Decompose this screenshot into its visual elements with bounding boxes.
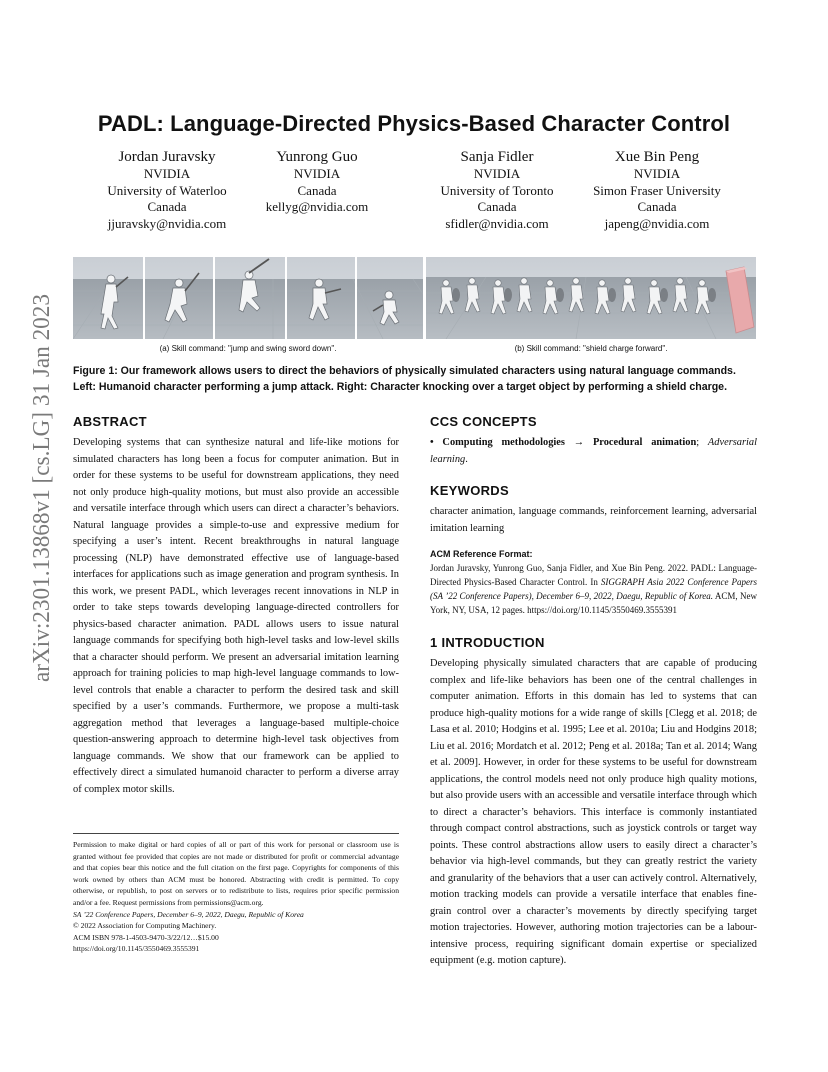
author-affiliation: NVIDIA <box>473 166 521 181</box>
author-affiliation: NVIDIA <box>293 166 341 181</box>
author-institution: Simon Fraser University <box>593 182 721 198</box>
author-name: Xue Bin Peng <box>614 149 700 165</box>
permission-notice: Permission to make digital or hard copies of all or part of this work for personal or classroom use is granted without fee provided that copies are not made or distributed for profit or commercial advantage and that copies bear this notice and the full citation on the first page. Copyrights for components of this work owned by others than ACM must be honored. Abstracting with credit is permitted. To copy otherwise, or republish, to post on servers or to redistribute to lists, requires prior specific permission and/or a fee. Request permissions from permissions@acm.org. <box>73 840 399 907</box>
author-affiliation: NVIDIA <box>143 166 191 181</box>
author-institution: University of Waterloo <box>107 182 227 198</box>
subcaption-a: (a) Skill command: "jump and swing sword down". <box>159 344 337 353</box>
acm-reference-part2: ACM, New York, NY, USA, 12 pages. https://doi.org/10.1145/3550469.3555391 <box>430 591 757 615</box>
author-name: Yunrong Guo <box>276 149 358 165</box>
ccs-bullet: • Computing methodologies → Procedural animation <box>430 437 697 448</box>
figure-caption: Figure 1: Our framework allows users to direct the behaviors of physically simulated characters using natural language commands. Left: Humanoid character performing a jump attack. Right: Character knocking over a target object by performing a shield charge. <box>73 365 736 393</box>
author-country: Canada <box>477 199 517 214</box>
copyright-line: © 2022 Association for Computing Machinery. <box>73 921 217 931</box>
abstract-heading: ABSTRACT <box>73 414 147 429</box>
author-affiliation: NVIDIA <box>633 166 681 181</box>
author-country: Canada <box>637 199 677 214</box>
keywords-heading: KEYWORDS <box>430 483 509 498</box>
author-email[interactable]: sfidler@nvidia.com <box>445 215 549 231</box>
author-name: Sanja Fidler <box>460 149 534 165</box>
right-column <box>430 414 757 970</box>
figure-panel-shield-charge <box>426 257 756 339</box>
conference-line: SA ’22 Conference Papers, December 6–9, 2022, Daegu, Republic of Korea <box>73 909 304 919</box>
author-country: Canada <box>147 199 187 214</box>
author-name: Jordan Juravsky <box>118 149 216 165</box>
author-email[interactable]: jjuravsky@nvidia.com <box>107 215 227 231</box>
left-column <box>73 414 399 798</box>
acm-reference-venue: SIGGRAPH Asia 2022 Conference Papers (SA ’22 Conference Papers), December 6–9, 2022, Daegu, Republic of Korea. <box>430 577 758 601</box>
arxiv-stamp-text: arXiv:2301.13868v1 [cs.LG] 31 Jan 2023 <box>29 292 55 682</box>
author-email[interactable]: kellyg@nvidia.com <box>265 199 369 214</box>
acm-reference-text <box>430 561 757 617</box>
ccs-end: . <box>465 453 468 465</box>
copyright-footnote <box>73 833 399 955</box>
acm-reference-heading: ACM Reference Format: <box>430 549 533 559</box>
teaser-figure <box>73 257 756 339</box>
ccs-italic: Adversarial learning <box>430 437 757 465</box>
ccs-separator: ; <box>696 437 708 448</box>
ccs-text <box>430 435 757 468</box>
doi-link[interactable]: https://doi.org/10.1145/3550469.3555391 <box>73 944 200 954</box>
author-institution: University of Toronto <box>440 182 554 198</box>
figure-panel-jump-attack <box>73 257 423 339</box>
author-email[interactable]: japeng@nvidia.com <box>604 215 710 231</box>
subcaption-b: (b) Skill command: "shield charge forward". <box>514 344 668 353</box>
author-country: Canada <box>297 182 337 198</box>
introduction-heading: 1 INTRODUCTION <box>430 635 545 650</box>
isbn-line: ACM ISBN 978-1-4503-9470-3/22/12…$15.00 <box>73 932 219 942</box>
arxiv-stamp <box>14 292 60 684</box>
author-2 <box>222 148 412 216</box>
acm-reference-part1: Jordan Juravsky, Yunrong Guo, Sanja Fidler, and Xue Bin Peng. 2022. PADL: Language-Directed Physics-Based Character Control. In <box>430 563 757 587</box>
abstract-text: Developing systems that can synthesize natural and life-like motions for simulated characters has long been a focus for computer animation. But in order for these systems to be useful for downstream applications, they need not only produce high-quality motions, but must also provide an accessible and versatile interface through which users can direct a character’s behaviors. Natural language provides a simple-to-use and expressive medium for specifying a user’s intent. Recent breakthroughs in natural language processing (NLP) have demonstrated effective use of language-based interfaces for applications such as image generation and program synthesis. In this work, we present PADL, which leverages recent innovations in NLP in order to take steps towards developing language-directed controllers for physics-based character animation. PADL allows users to issue natural language commands for specifying both high-level tasks and low-level skills that a character should perform. We present an adversarial imitation learning approach for training policies to map high-level language commands to low-level controls that enable a character to perform the desired task and skill specified by a user’s commands. Furthermore, we propose a multi-task aggregation method that leverages a language-based multiple-choice question-answering approach to determine high-level task objectives from language commands. We show that our framework can be applied to effectively direct a simulated humanoid character to perform a diverse array of complex motor skills. <box>73 437 399 795</box>
introduction-text: Developing physically simulated characters that are capable of producing complex and life-like behaviors has been one of the central challenges in computer animation. Efforts in this domain has led to systems that can produce high-quality motions for a wide range of skills [Clegg et al. 2018; de Lasa et al. 2010; Hodgins et al. 1995; Lee et al. 2010a; Liu and Hodgins 2018; Liu et al. 2016; Mordatch et al. 2012; Peng et al. 2018a; Tan et al. 2014; Wang et al. 2009]. However, in order for these systems to be useful for downstream applications, the control models need not only produce high quality motions, but also provide users with an accessible and versatile interface through which to direct a character’s behaviors. This interface is commonly instantiated through compact control abstractions, such as joystick controls or target way points. These control abstractions allow users to easily direct a character’s behavior via high-level commands, but they can greatly restrict the variety and granularity of the behaviors that a user can actively control. Alternatively, motion tracking models can provide a versatile interface that enables fine-grain control over a character’s movements by directly specifying target motion trajectories. However, authoring motion trajectories can be a labour-intensive process, requiring significant domain expertise or specialized equipment (e.g. motion capture). <box>430 658 757 966</box>
keywords-text: character animation, language commands, reinforcement learning, adversarial imitation learning <box>430 506 757 534</box>
author-4 <box>557 148 757 232</box>
paper-title: PADL: Language-Directed Physics-Based Character Control <box>97 111 731 136</box>
ccs-heading: CCS CONCEPTS <box>430 414 537 429</box>
